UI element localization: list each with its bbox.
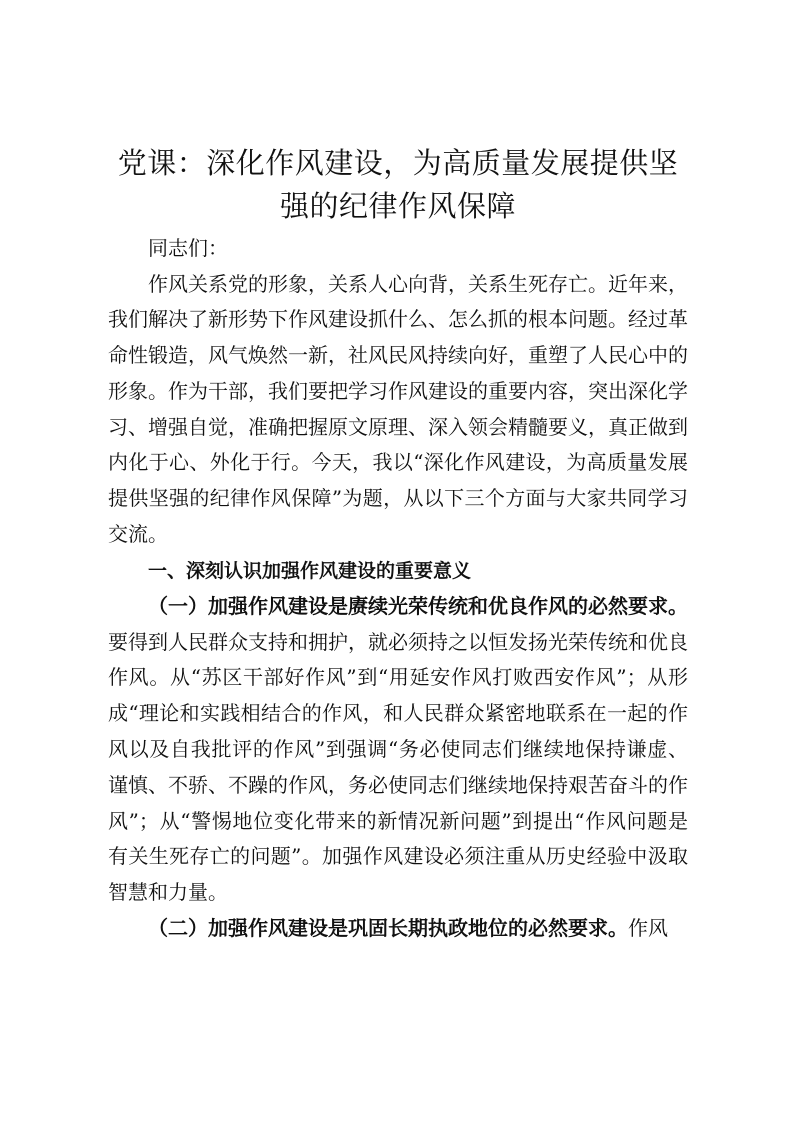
- salutation: 同志们：: [148, 236, 228, 260]
- subsection-lead-2: （二）加强作风建设是巩固长期执政地位的必然要求。: [148, 916, 628, 941]
- subsection-body-2: 作风: [628, 916, 668, 941]
- subsection-lead-1: （一）加强作风建设是赓续光荣传统和优良作风的必然要求。: [148, 593, 688, 618]
- document-title: 党课：深化作风建设，为高质量发展提供坚强的纪律作风保障: [117, 146, 679, 223]
- document-page: [108, 142, 688, 947]
- subsection-paragraph-2: [108, 911, 688, 947]
- intro-paragraph: 作风关系党的形象，关系人心向背，关系生死存亡。近年来，我们解决了新形势下作风建设抓什么、怎么抓的根本问题。经过革命性锻造，风气焕然一新，社风民风持续向好，重塑了人民心中的形象。作为干部，我们要把学习作风建设的重要内容，突出深化学习、增强自觉，准确把握原文原理、深入领会精髓要义，真正做到内化于心、外化于行。今天，我以“深化作风建设，为高质量发展提供坚强的纪律作风保障”为题，从以下三个方面与大家共同学习交流。: [108, 271, 688, 547]
- section-heading-1: 一、深刻认识加强作风建设的重要意义: [148, 559, 472, 582]
- subsection-body-1: 要得到人民群众支持和拥护，就必须持之以恒发扬光荣传统和优良作风。从“苏区干部好作风”到“用延安作风打败西安作风”；从形成“理论和实践相结合的作风，和人民群众紧密地联系在一起的作风以及自我批评的作风”到强调“务必使同志们继续地保持谦虚、谨慎、不骄、不躁的作风，务必使同志们继续地保持艰苦奋斗的作风”；从“警惕地位变化带来的新情况新问题”到提出“作风问题是有关生死存亡的问题”。加强作风建设必须注重从历史经验中汲取智慧和力量。: [108, 629, 688, 905]
- subsection-paragraph-1: [108, 589, 688, 911]
